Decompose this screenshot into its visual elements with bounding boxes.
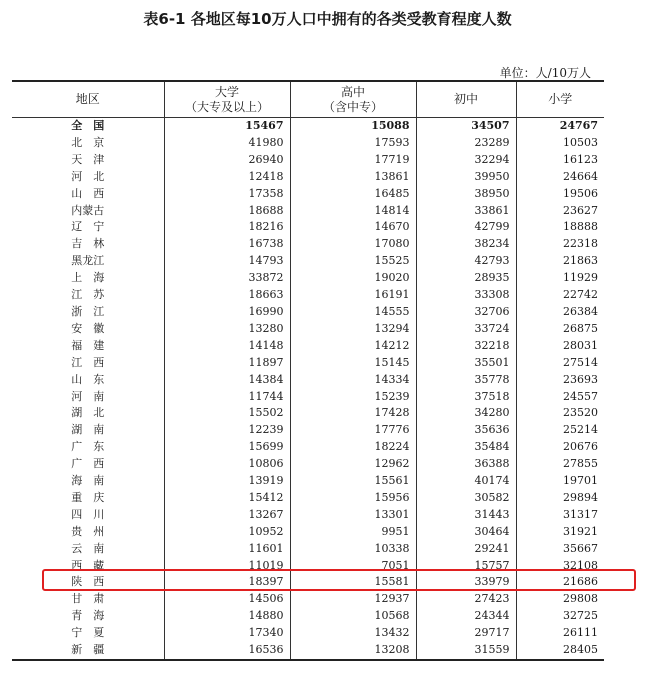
region-cell: 江 苏 [12,287,164,304]
middle-cell: 34280 [416,405,516,422]
middle-cell: 40174 [416,473,516,490]
high-cell: 10338 [290,541,416,558]
high-cell: 14212 [290,338,416,355]
primary-cell: 23693 [516,372,604,389]
college-cell: 13919 [164,473,290,490]
table-row [12,321,604,338]
table-row [12,135,604,152]
high-cell: 17080 [290,236,416,253]
region-cell: 福 建 [12,338,164,355]
middle-cell: 29241 [416,541,516,558]
middle-cell: 39950 [416,169,516,186]
primary-cell: 11929 [516,270,604,287]
middle-cell: 35778 [416,372,516,389]
primary-cell: 24557 [516,389,604,406]
primary-cell: 23627 [516,203,604,220]
table-row [12,439,604,456]
high-cell: 15525 [290,253,416,270]
region-cell: 天 津 [12,152,164,169]
middle-cell: 30464 [416,524,516,541]
college-cell: 26940 [164,152,290,169]
table-row [12,422,604,439]
header-middle: 初中 [416,81,516,118]
middle-cell: 31443 [416,507,516,524]
table-row [12,372,604,389]
region-cell: 江 西 [12,355,164,372]
high-cell: 17593 [290,135,416,152]
college-cell: 18397 [164,574,290,591]
region-cell: 上 海 [12,270,164,287]
table-row [12,456,604,473]
primary-cell: 16123 [516,152,604,169]
high-cell: 15956 [290,490,416,507]
high-cell: 13301 [290,507,416,524]
middle-cell: 33861 [416,203,516,220]
header-high: 高中 （含中专） [290,81,416,118]
high-cell: 18224 [290,439,416,456]
primary-cell: 31317 [516,507,604,524]
college-cell: 15502 [164,405,290,422]
primary-cell: 25214 [516,422,604,439]
primary-cell: 28405 [516,642,604,660]
middle-cell: 15757 [416,558,516,575]
middle-cell: 33724 [416,321,516,338]
high-cell: 15088 [290,118,416,135]
header-college: 大学 （大专及以上） [164,81,290,118]
table-row [12,642,604,660]
table-row [12,405,604,422]
table-row [12,270,604,287]
college-cell: 17358 [164,186,290,203]
primary-cell: 27514 [516,355,604,372]
high-cell: 17428 [290,405,416,422]
table-row [12,304,604,321]
high-cell: 10568 [290,608,416,625]
middle-cell: 36388 [416,456,516,473]
primary-cell: 21863 [516,253,604,270]
high-cell: 16485 [290,186,416,203]
table-row [12,152,604,169]
primary-cell: 19701 [516,473,604,490]
table-row [12,203,604,220]
region-cell: 甘 肃 [12,591,164,608]
college-cell: 41980 [164,135,290,152]
header-region: 地区 [12,81,164,118]
region-cell: 北 京 [12,135,164,152]
college-cell: 18216 [164,219,290,236]
region-cell: 山 西 [12,186,164,203]
college-cell: 16990 [164,304,290,321]
middle-cell: 35484 [416,439,516,456]
region-cell: 青 海 [12,608,164,625]
highlight-box [42,569,636,591]
region-cell: 河 北 [12,169,164,186]
middle-cell: 24344 [416,608,516,625]
college-cell: 16536 [164,642,290,660]
region-cell: 辽 宁 [12,219,164,236]
high-cell: 15239 [290,389,416,406]
high-cell: 14814 [290,203,416,220]
high-cell: 15581 [290,574,416,591]
table-row [12,236,604,253]
table-row [12,473,604,490]
middle-cell: 38950 [416,186,516,203]
middle-cell: 34507 [416,118,516,135]
table-row [12,507,604,524]
high-cell: 13432 [290,625,416,642]
primary-cell: 26875 [516,321,604,338]
region-cell: 黑龙江 [12,253,164,270]
high-cell: 12937 [290,591,416,608]
middle-cell: 33308 [416,287,516,304]
table-row [12,338,604,355]
college-cell: 33872 [164,270,290,287]
primary-cell: 29894 [516,490,604,507]
middle-cell: 30582 [416,490,516,507]
college-cell: 18688 [164,203,290,220]
middle-cell: 35636 [416,422,516,439]
region-cell: 湖 南 [12,422,164,439]
high-cell: 14670 [290,219,416,236]
middle-cell: 31559 [416,642,516,660]
region-cell: 吉 林 [12,236,164,253]
region-cell: 西 藏 [12,558,164,575]
header-row [12,81,604,118]
high-cell: 13208 [290,642,416,660]
primary-cell: 22318 [516,236,604,253]
middle-cell: 42799 [416,219,516,236]
primary-cell: 29808 [516,591,604,608]
college-cell: 11601 [164,541,290,558]
primary-cell: 26384 [516,304,604,321]
region-cell: 海 南 [12,473,164,490]
college-cell: 13267 [164,507,290,524]
college-cell: 14793 [164,253,290,270]
region-cell: 宁 夏 [12,625,164,642]
region-cell: 广 西 [12,456,164,473]
table-row [12,219,604,236]
region-cell: 河 南 [12,389,164,406]
high-cell: 17776 [290,422,416,439]
table-title: 表6-1 各地区每10万人口中拥有的各类受教育程度人数 [143,10,512,28]
high-cell: 14334 [290,372,416,389]
region-cell: 重 庆 [12,490,164,507]
table-row [12,287,604,304]
primary-cell: 31921 [516,524,604,541]
high-cell: 19020 [290,270,416,287]
middle-cell: 27423 [416,591,516,608]
middle-cell: 35501 [416,355,516,372]
college-cell: 17340 [164,625,290,642]
middle-cell: 23289 [416,135,516,152]
primary-cell: 26111 [516,625,604,642]
region-cell: 内蒙古 [12,203,164,220]
high-cell: 13294 [290,321,416,338]
high-cell: 15561 [290,473,416,490]
region-cell: 安 徽 [12,321,164,338]
high-cell: 7051 [290,558,416,575]
college-cell: 15412 [164,490,290,507]
college-cell: 14506 [164,591,290,608]
college-cell: 12239 [164,422,290,439]
college-cell: 16738 [164,236,290,253]
primary-cell: 21686 [516,574,604,591]
primary-cell: 23520 [516,405,604,422]
college-cell: 12418 [164,169,290,186]
region-cell: 广 东 [12,439,164,456]
college-cell: 11744 [164,389,290,406]
table-row [12,355,604,372]
table-row [12,389,604,406]
middle-cell: 42793 [416,253,516,270]
middle-cell: 32294 [416,152,516,169]
college-cell: 11897 [164,355,290,372]
primary-cell: 22742 [516,287,604,304]
middle-cell: 32706 [416,304,516,321]
middle-cell: 32218 [416,338,516,355]
primary-cell: 27855 [516,456,604,473]
primary-cell: 10503 [516,135,604,152]
primary-cell: 32725 [516,608,604,625]
high-cell: 17719 [290,152,416,169]
region-cell: 贵 州 [12,524,164,541]
table-row [12,591,604,608]
region-cell: 全 国 [12,118,164,135]
high-cell: 9951 [290,524,416,541]
middle-cell: 37518 [416,389,516,406]
primary-cell: 24767 [516,118,604,135]
table-row [12,186,604,203]
primary-cell: 28031 [516,338,604,355]
table-row [12,490,604,507]
college-cell: 14148 [164,338,290,355]
college-cell: 14384 [164,372,290,389]
college-cell: 10952 [164,524,290,541]
high-cell: 13861 [290,169,416,186]
primary-cell: 35667 [516,541,604,558]
high-cell: 15145 [290,355,416,372]
primary-cell: 18888 [516,219,604,236]
table-row [12,625,604,642]
college-cell: 15699 [164,439,290,456]
header-primary: 小学 [516,81,604,118]
region-cell: 浙 江 [12,304,164,321]
table-row [12,118,604,135]
table-row [12,524,604,541]
college-cell: 10806 [164,456,290,473]
high-cell: 14555 [290,304,416,321]
high-cell: 12962 [290,456,416,473]
college-cell: 11019 [164,558,290,575]
region-cell: 山 东 [12,372,164,389]
college-cell: 13280 [164,321,290,338]
college-cell: 14880 [164,608,290,625]
middle-cell: 29717 [416,625,516,642]
table-row [12,608,604,625]
primary-cell: 20676 [516,439,604,456]
table-row [12,253,604,270]
table-row [12,541,604,558]
region-cell: 云 南 [12,541,164,558]
middle-cell: 33979 [416,574,516,591]
unit-label: 单位：人/10万人 [499,66,591,80]
college-cell: 18663 [164,287,290,304]
region-cell: 四 川 [12,507,164,524]
table-row [12,169,604,186]
middle-cell: 38234 [416,236,516,253]
primary-cell: 32108 [516,558,604,575]
region-cell: 陕 西 [12,574,164,591]
middle-cell: 28935 [416,270,516,287]
primary-cell: 24664 [516,169,604,186]
college-cell: 15467 [164,118,290,135]
region-cell: 湖 北 [12,405,164,422]
primary-cell: 19506 [516,186,604,203]
high-cell: 16191 [290,287,416,304]
region-cell: 新 疆 [12,642,164,660]
